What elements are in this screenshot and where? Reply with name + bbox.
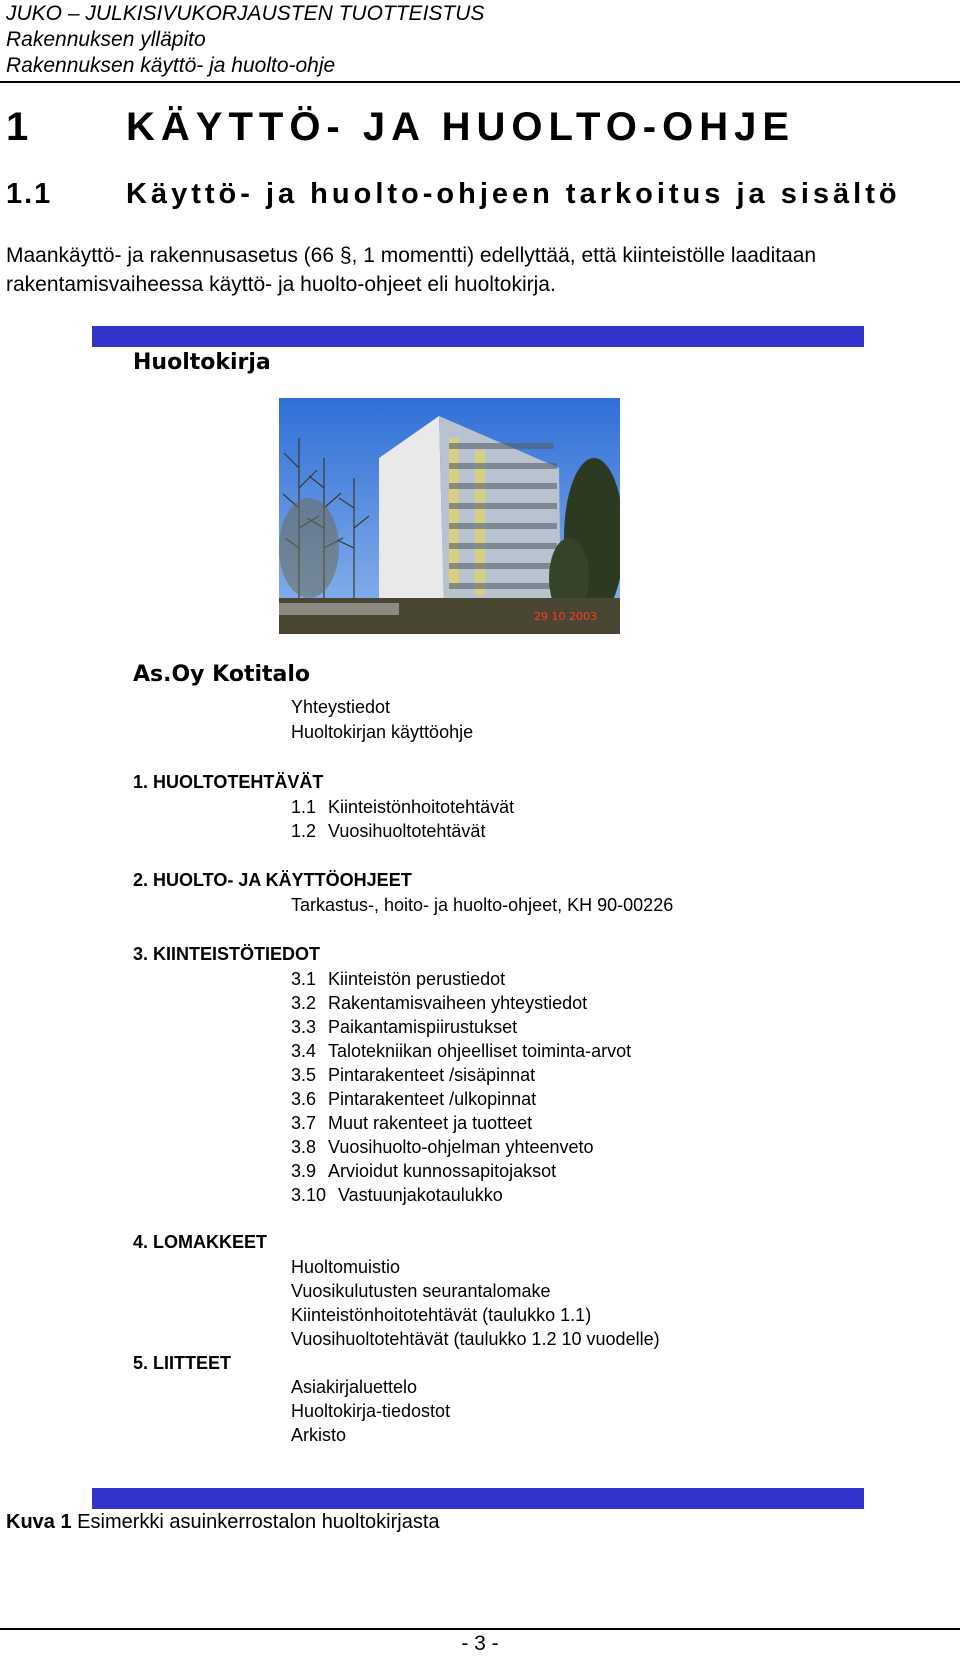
toc-item: Kiinteistönhoitotehtävät (taulukko 1.1) — [291, 1305, 592, 1325]
footer-rule — [0, 1628, 960, 1630]
building-photo — [279, 398, 620, 634]
toc-section-heading: 2. HUOLTO- JA KÄYTTÖOHJEET — [133, 870, 412, 890]
toc-item: Huoltomuistio — [291, 1257, 401, 1277]
heading-1-number: 1 — [6, 105, 29, 149]
toc-section-heading: 3. KIINTEISTÖTIEDOT — [133, 944, 321, 964]
page-number: - 3 - — [461, 1632, 499, 1655]
toc-item: 3.1 Kiinteistön perustiedot — [291, 969, 506, 989]
heading-1 — [6, 105, 795, 150]
company-name: As.Oy Kotitalo — [133, 662, 311, 687]
header-document-title: Rakennuksen käyttö- ja huolto-ohje — [6, 54, 336, 77]
toc-item: Vuosihuoltotehtävät (taulukko 1.2 10 vuodelle) — [291, 1329, 660, 1349]
figure-bottom-bar — [92, 1488, 864, 1509]
header-project-title: JUKO – JULKISIVUKORJAUSTEN TUOTTEISTUS — [6, 2, 485, 25]
toc-item: 3.3 Paikantamispiirustukset — [291, 1017, 518, 1037]
toc-item: Tarkastus-, hoito- ja huolto-ohjeet, KH 90-00226 — [291, 895, 674, 915]
toc-item: 3.10 Vastuunjakotaulukko — [291, 1185, 503, 1205]
toc-section-heading: 1. HUOLTOTEHTÄVÄT — [133, 772, 324, 792]
heading-1-text: KÄYTTÖ- JA HUOLTO-OHJE — [126, 105, 796, 149]
figure-caption — [6, 1511, 440, 1534]
toc-pre-item: Yhteystiedot — [291, 697, 391, 717]
intro-paragraph: Maankäyttö- ja rakennusasetus (66 §, 1 momentti) edellyttää, että kiinteistölle laaditaan rakentamisvaiheessa käyttö- ja huolto-ohjeet eli huoltokirja. — [6, 244, 817, 296]
toc-item: Vuosikulutusten seurantalomake — [291, 1281, 551, 1301]
header-section-title: Rakennuksen ylläpito — [6, 28, 206, 51]
header-rule — [0, 81, 960, 83]
toc-item: 3.8 Vuosihuolto-ohjelman yhteenveto — [291, 1137, 594, 1157]
toc-pre-item: Huoltokirjan käyttöohje — [291, 722, 474, 742]
toc-item: 3.4 Talotekniikan ohjeelliset toiminta-arvot — [291, 1041, 632, 1061]
heading-2 — [6, 178, 901, 211]
heading-2-number: 1.1 — [6, 178, 53, 210]
toc-item: Huoltokirja-tiedostot — [291, 1401, 451, 1421]
figure-top-bar — [92, 326, 864, 347]
toc-item: Arkisto — [291, 1425, 347, 1445]
toc-item: Asiakirjaluettelo — [291, 1377, 418, 1397]
toc-item: 3.2 Rakentamisvaiheen yhteystiedot — [291, 993, 588, 1013]
toc-section-heading: 4. LOMAKKEET — [133, 1232, 268, 1252]
caption-label: Kuva 1 — [6, 1511, 72, 1533]
photo-date-stamp: 29 10 2003 — [534, 610, 597, 623]
toc-section-heading: 5. LIITTEET — [133, 1353, 232, 1373]
toc-item: 3.6 Pintarakenteet /ulkopinnat — [291, 1089, 537, 1109]
toc-item: 1.2 Vuosihuoltotehtävät — [291, 821, 486, 841]
toc-item: 3.5 Pintarakenteet /sisäpinnat — [291, 1065, 536, 1085]
toc-item: 3.9 Arvioidut kunnossapitojaksot — [291, 1161, 557, 1181]
toc-item: 3.7 Muut rakenteet ja tuotteet — [291, 1113, 533, 1133]
heading-2-text: Käyttö- ja huolto-ohjeen tarkoitus ja sisältö — [126, 178, 901, 210]
toc-item: 1.1 Kiinteistönhoitotehtävät — [291, 797, 515, 817]
caption-text: Esimerkki asuinkerrostalon huoltokirjasta — [77, 1511, 440, 1533]
figure-title: Huoltokirja — [133, 350, 271, 375]
